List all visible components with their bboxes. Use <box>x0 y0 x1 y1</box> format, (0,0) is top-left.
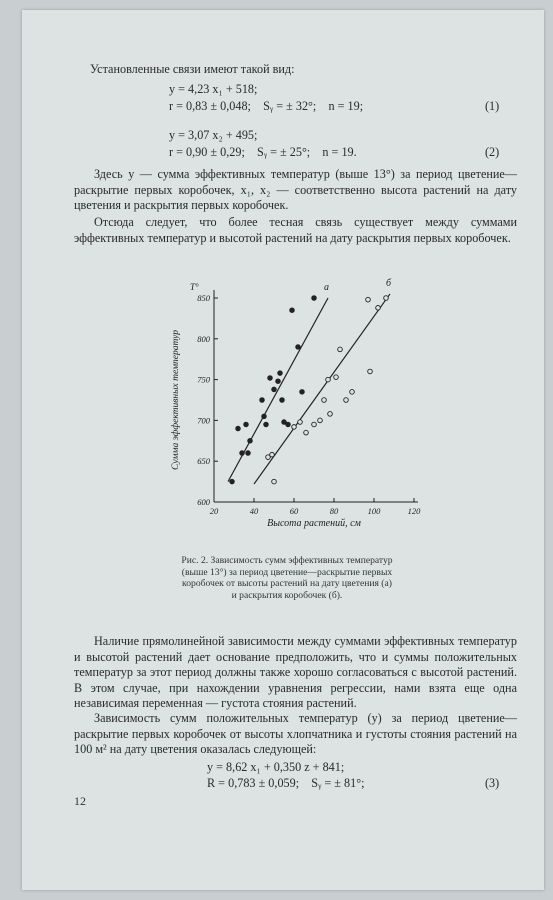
data-point-filled <box>296 345 301 350</box>
x-tick-label: 40 <box>249 506 259 516</box>
data-point-open <box>272 479 277 484</box>
data-point-filled <box>236 426 241 431</box>
paragraph-1: Здесь y — сумма эффективных температур (выше 13°) за период цветение—раскрытие первых коробочек, x₁, x₂ — соответственно высота растений на дату цветения и раскрытия первых коробочек. <box>74 167 517 212</box>
y-tick-label: 650 <box>197 456 210 467</box>
data-point-filled <box>290 308 295 313</box>
x-tick-label: 20 <box>209 506 219 516</box>
y-tick-label: 600 <box>197 497 210 507</box>
paragraph-4: Зависимость сумм положительных температур (y) за период цветение—раскрытие первых коробочек от высоты хлопчатника и густоты стояния растений на 100 м² на дату цветения оказалась следующей: <box>74 711 517 756</box>
book-page <box>22 10 544 890</box>
caption-line-4: и раскрытия коробочек (б). <box>231 589 343 601</box>
data-point-filled <box>276 379 281 384</box>
data-point-filled <box>246 451 251 456</box>
caption-line-3: коробочек от высоты растений на дату цветения (а) <box>182 578 392 589</box>
y-axis-label: Сумма эффективных температур <box>171 330 181 470</box>
paragraph-2: Отсюда следует, что более тесная связь существует между суммами эффективных температур и высотой растений на дату раскрытия первых коробочек. <box>74 215 517 245</box>
data-point-filled <box>278 371 283 376</box>
data-point-filled <box>240 451 245 456</box>
data-point-open <box>304 430 309 435</box>
series-label-2: б <box>386 277 392 289</box>
data-point-filled <box>300 390 305 395</box>
data-point-open <box>366 297 371 302</box>
equation-3-line-1: y = 8,62 x₁ + 0,350 z + 841; <box>207 760 345 774</box>
scatter-chart <box>134 266 454 546</box>
data-point-filled <box>268 376 273 381</box>
data-point-open <box>376 305 381 310</box>
x-axis-label: Высота растений, см <box>267 518 361 529</box>
data-point-open <box>318 418 323 423</box>
y-axis-unit: T° <box>190 282 199 292</box>
equation-1-line-1: y = 4,23 x₁ + 518; <box>169 82 258 96</box>
data-point-filled <box>260 398 265 403</box>
equation-1-number: (1) <box>485 99 500 113</box>
paragraph-3: Наличие прямолинейной зависимости между суммами эффективных температур и высотой растений дает основание предположить, что и суммы положительных температур за этот период должны также хорошо согласоваться с высотой растений. В этом случае, при нахождении уравнения регрессии, нами взята еще одна независимая переменная — густота стояния растений. <box>74 634 517 710</box>
data-point-open <box>292 425 297 430</box>
x-tick-label: 60 <box>289 506 299 516</box>
data-point-open <box>368 369 373 374</box>
y-tick-label: 850 <box>197 293 210 303</box>
x-tick-label: 80 <box>329 506 339 516</box>
data-point-filled <box>286 422 291 427</box>
data-point-open <box>334 375 339 380</box>
data-point-open <box>338 347 343 352</box>
y-tick-label: 800 <box>197 333 210 344</box>
equation-2-line-2: r = 0,90 ± 0,29; Sᵧ = ± 25°; n = 19. <box>169 145 357 159</box>
data-point-open <box>326 377 331 382</box>
data-point-open <box>270 452 275 457</box>
data-point-filled <box>230 479 235 484</box>
data-point-filled <box>272 387 277 392</box>
equation-1-line-2: r = 0,83 ± 0,048; Sᵧ = ± 32°; n = 19; <box>169 99 364 113</box>
data-point-filled <box>264 422 269 427</box>
data-point-filled <box>262 414 267 419</box>
page-number: 12 <box>74 794 86 808</box>
data-point-filled <box>248 439 253 444</box>
equation-3-number: (3) <box>485 776 500 790</box>
data-point-open <box>312 422 317 427</box>
data-point-open <box>322 398 327 403</box>
equation-2-number: (2) <box>485 145 500 159</box>
intro-text: Установленные связи имеют такой вид: <box>90 62 295 76</box>
data-point-open <box>328 412 333 417</box>
equation-2-line-1: y = 3,07 x₂ + 495; <box>169 128 258 142</box>
y-tick-label: 750 <box>197 374 210 385</box>
caption-line-1: Рис. 2. Зависимость сумм эффективных температур <box>181 555 393 566</box>
data-point-open <box>384 296 389 301</box>
caption-line-2: (выше 13°) за период цветение—раскрытие первых <box>181 566 393 578</box>
equation-3-line-2: R = 0,783 ± 0,059; Sᵧ = ± 81°; <box>207 776 365 790</box>
figure-caption <box>142 555 432 601</box>
x-tick-label: 120 <box>407 506 421 516</box>
data-point-filled <box>244 422 249 427</box>
data-point-filled <box>312 296 317 301</box>
data-point-open <box>298 420 303 425</box>
y-tick-label: 700 <box>197 415 210 426</box>
x-tick-label: 100 <box>367 506 381 516</box>
data-point-open <box>350 390 355 395</box>
data-point-filled <box>280 398 285 403</box>
series-label-1: а <box>324 282 329 293</box>
data-point-open <box>344 398 349 403</box>
